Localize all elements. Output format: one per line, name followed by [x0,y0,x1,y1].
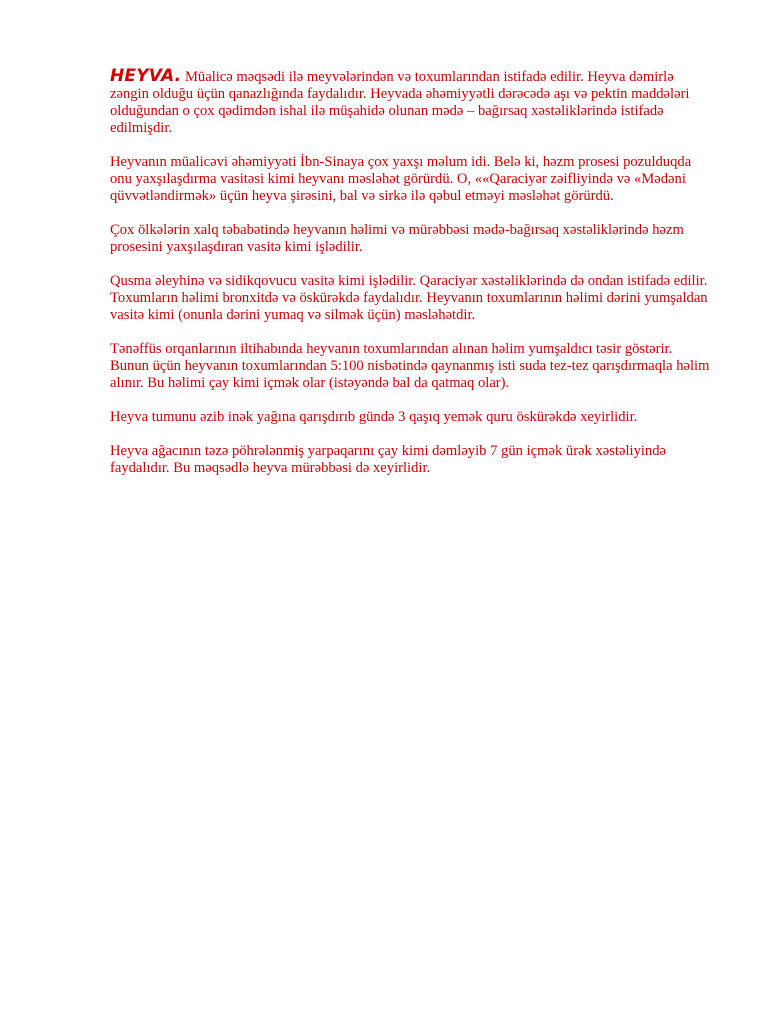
paragraph-leaves-heart: Heyva ağacının təzə pöhrələnmiş yarpaqarını çay kimi dəmləyib 7 gün içmək ürək xəstəliyində faydalıdır. Bu məqsədlə heyva mürəbbəsi də xeyirlidir. [110,443,666,476]
intro-paragraph [110,68,710,137]
intro-text: Müalicə məqsədi ilə meyvələrindən və toxumlarından istifadə edilir. Heyva dəmirlə zəngin olduğu üçün qanazlığında faydalıdır. Heyvada əhəmiyyətli dərəcədə aşı və pektin maddələri olduğundan o çox qədimdən ishal ilə müşahidə olunan mədə – bağırsaq xəstəliklərində istifadə edilmişdir. [110,69,690,136]
paragraph-folk-medicine: Çox ölkələrin xalq təbabətində heyvanın həlimi və mürəbbəsi mədə-bağırsaq xəstəliklərində həzm prosesini yaxşılaşdıran vasitə kimi işlədilir. [110,222,684,255]
paragraph-respiratory: Tənəffüs orqanlarının iltihabında heyvanın toxumlarından alınan həlim yumşaldıcı təsir göstərir. Bunun üçün heyvanın toxumlarından 5:100 nisbətində qaynanmış isti suda tez-tez qarışdırmaqla həlim alınır. Bu həlimi çay kimi içmək olar (istəyəndə bal da qatmaq olar). [110,341,710,391]
paragraph-ibn-sina: Heyvanın müalicəvi əhəmiyyəti İbn-Sinaya çox yaxşı məlum idi. Belə ki, həzm prosesi pozulduqda onu yaxşılaşdırma vasitəsi kimi heyvanı məsləhət görürdü. O, ««Qaraciyər zəifliyində və «Mədəni qüvvətləndirmək» üçün heyva şirəsini, bal və sirkə ilə qəbul etməyi məsləhət görürdü. [110,154,692,204]
paragraph-antiemetic: Qusma əleyhinə və sidikqovucu vasitə kimi işlədilir. Qaraciyər xəstəliklərində də ondan istifadə edilir. Toxumların həlimi bronxitdə və öskürəkdə faydalıdır. Heyvanın toxumlarının həlimi dərini yumşaldan vasitə kimi (onunla dərini yumaq və silmək üçün) məsləhətdir. [110,273,708,323]
paragraph-seed-cough: Heyva tumunu əzib inək yağına qarışdırıb gündə 3 qaşıq yemək quru öskürəkdə xeyirlidir. [110,409,638,425]
document-title: HEYVA. [110,66,182,86]
document-body [110,68,710,494]
